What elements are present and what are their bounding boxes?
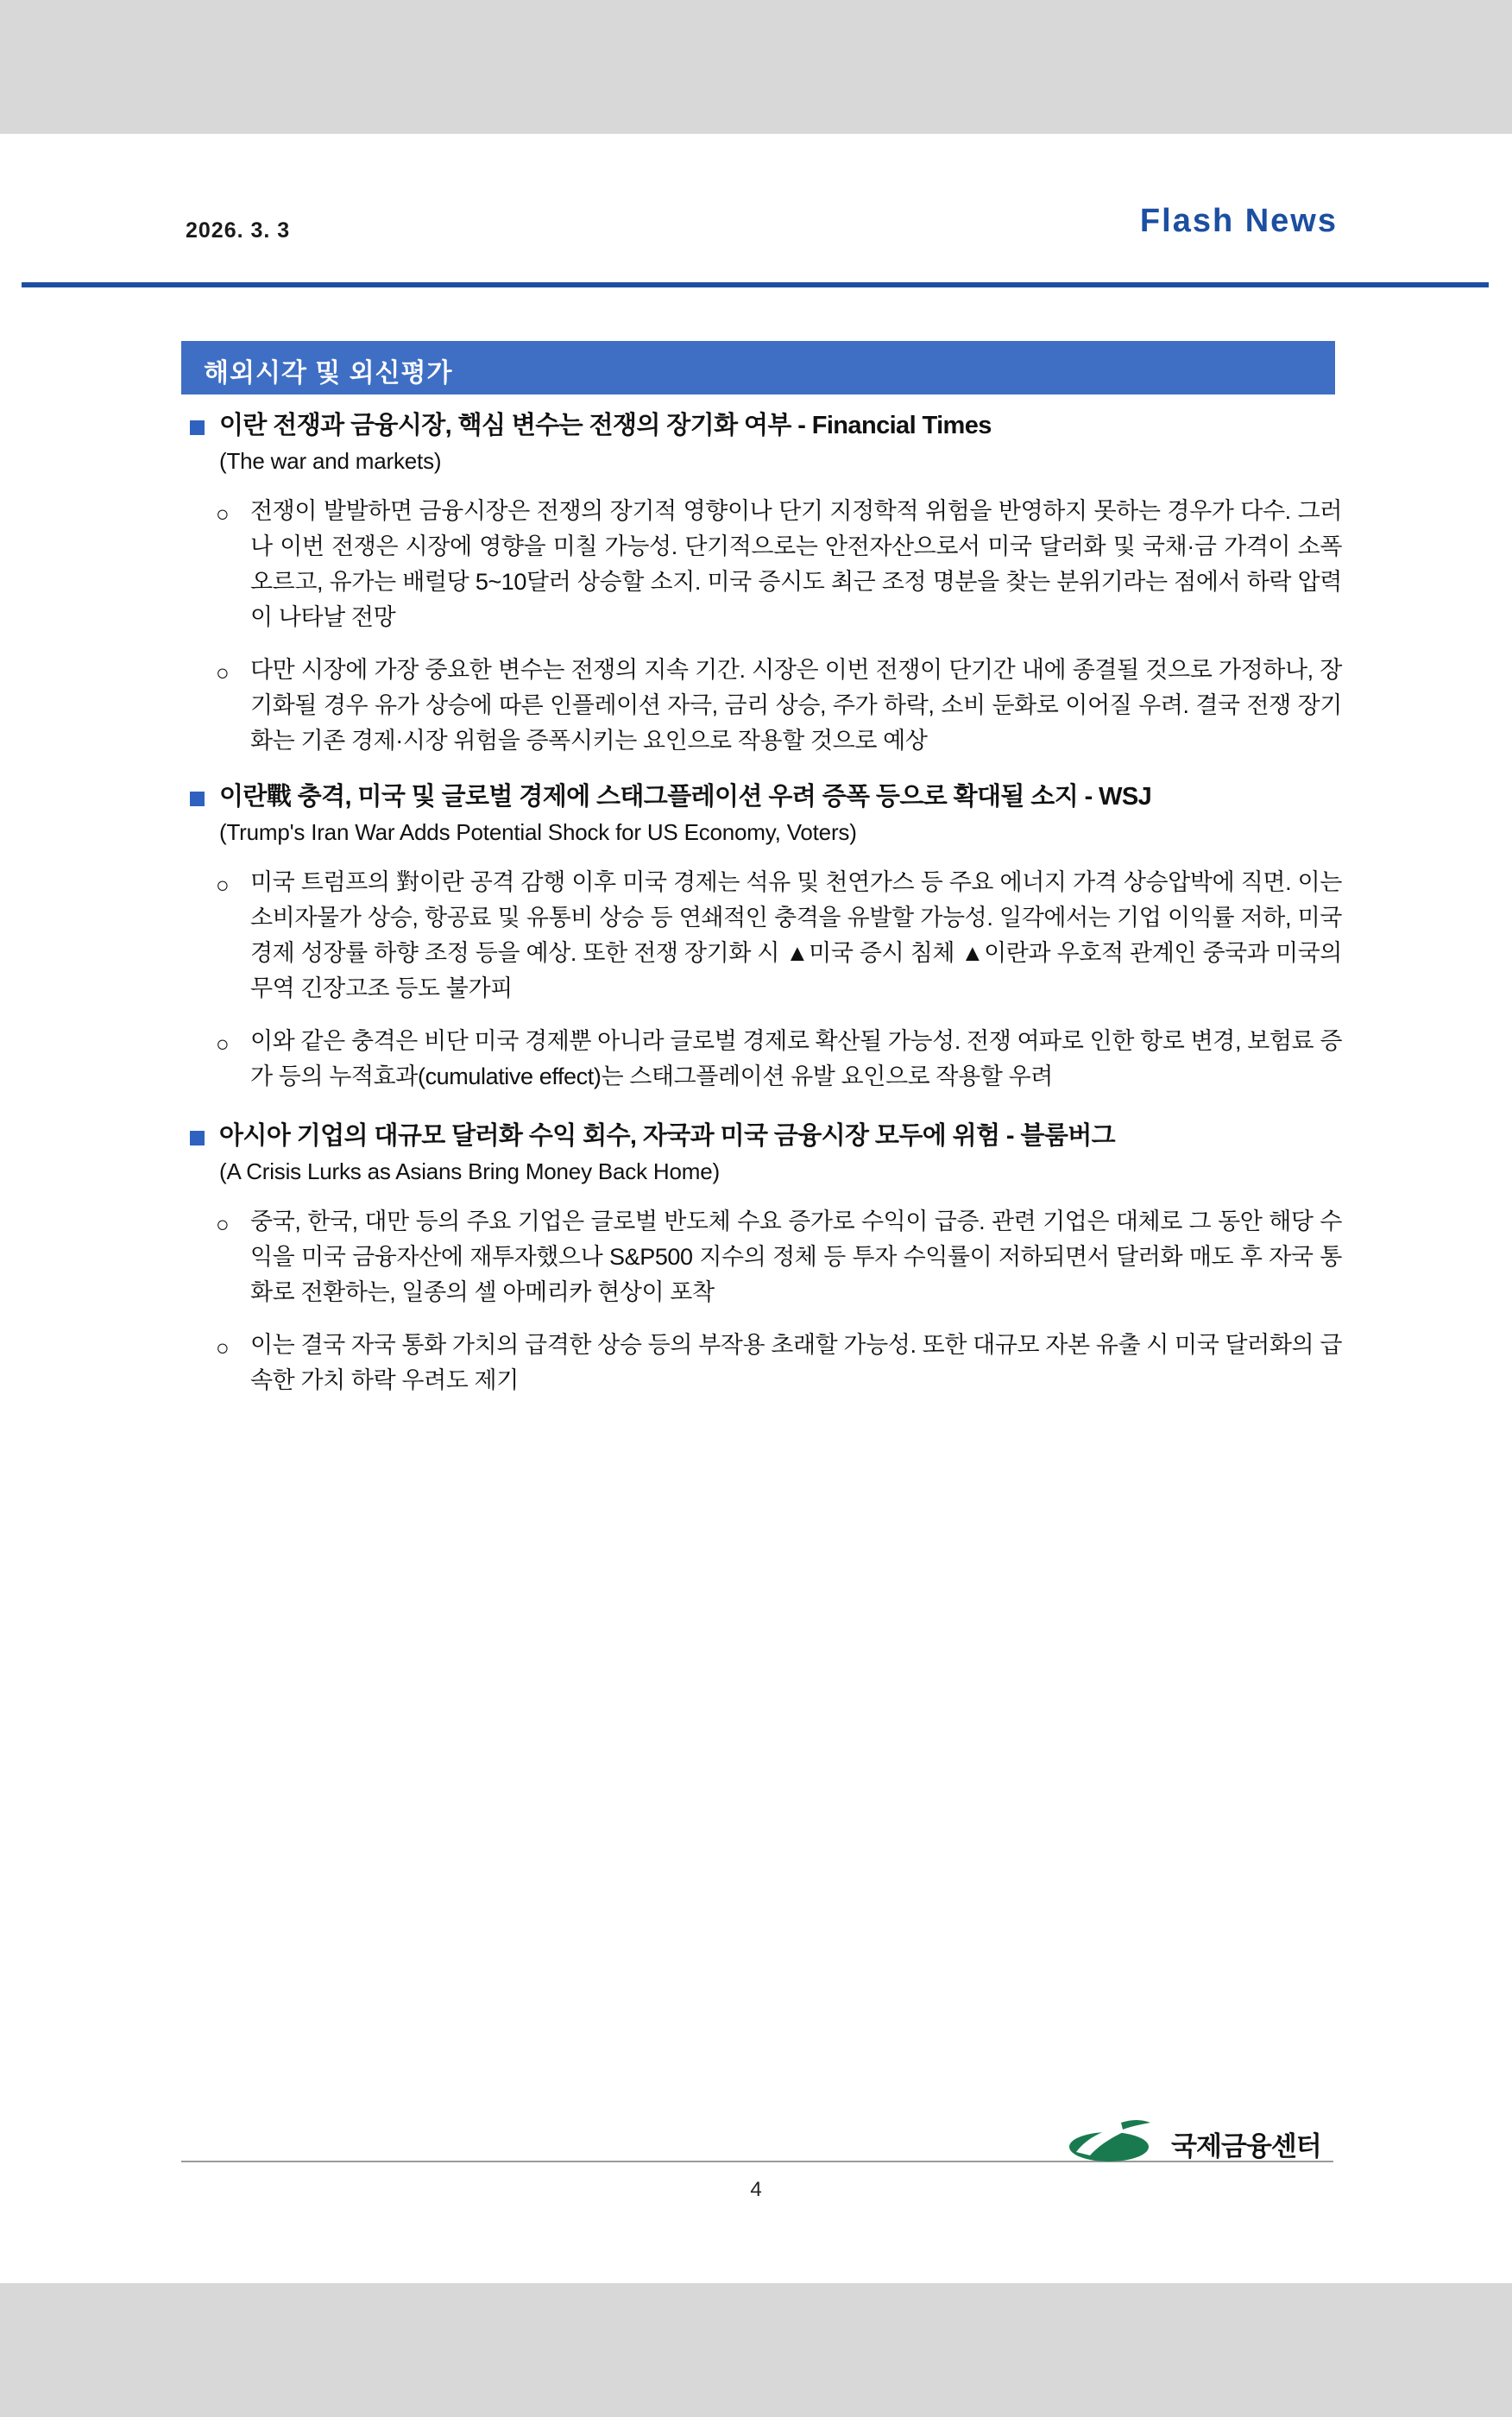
topic-paragraph (181, 1204, 1342, 1310)
topic-heading (181, 781, 1342, 813)
topic-paragraph (181, 1024, 1342, 1095)
topic-subheading: (The war and markets) (219, 448, 442, 475)
topic-heading-text: 이란戰 충격, 미국 및 글로벌 경제에 스태그플레이션 우려 증폭 등으로 확대될 소지 - WSJ (219, 783, 1152, 811)
circle-bullet-icon: ○ (216, 872, 230, 899)
topic-item (181, 1120, 1342, 1398)
topic-subheading: (Trump's Iran War Adds Potential Shock for US Economy, Voters) (219, 819, 857, 846)
paragraph-text: 이와 같은 충격은 비단 미국 경제뿐 아니라 글로벌 경제로 확산될 가능성. 전쟁 여파로 인한 항로 변경, 보험료 증가 등의 누적효과(cumulative effect)는 스태그플레이션 유발 요인으로 작용할 우려 (250, 1028, 1342, 1090)
circle-bullet-icon: ○ (216, 659, 230, 686)
topic-item (181, 781, 1342, 1095)
topic-heading-text: 아시아 기업의 대규모 달러화 수익 회수, 자국과 미국 금융시장 모두에 위험 - 블룸버그 (219, 1122, 1116, 1151)
square-bullet-icon (190, 792, 205, 806)
topic-subheading: (A Crisis Lurks as Asians Bring Money Back Home) (219, 1158, 720, 1185)
topic-heading (181, 410, 1342, 442)
square-bullet-icon (190, 420, 205, 435)
page-number: 4 (750, 2178, 762, 2201)
topic-paragraph (181, 1328, 1342, 1398)
circle-bullet-icon: ○ (216, 500, 230, 527)
topic-heading-text: 이란 전쟁과 금융시장, 핵심 변수는 전쟁의 장기화 여부 - Financial Times (219, 412, 992, 439)
circle-bullet-icon: ○ (216, 1031, 230, 1057)
paragraph-text: 미국 트럼프의 對이란 공격 감행 이후 미국 경제는 석유 및 천연가스 등 주요 에너지 가격 상승압박에 직면. 이는 소비자물가 상승, 항공료 및 유통비 상승 등 연쇄적인 충격을 유발할 가능성. 일각에서는 기업 이익률 저하, 미국 경제 성장률 하향 조정 등을 예상. 또한 전쟁 장기화 시 ▲미국 증시 침체 ▲이란과 우호적 관계인 중국과 미국의 무역 긴장고조 등도 불가피 (250, 869, 1342, 1002)
topic-paragraph (181, 494, 1342, 635)
document-body (181, 410, 1342, 1402)
circle-bullet-icon: ○ (216, 1335, 230, 1361)
document-brand-title: Flash News (1139, 203, 1338, 239)
section-title-bar (181, 341, 1335, 394)
document-page (0, 134, 1512, 2283)
organization-name: 국제금융센터 (1171, 2131, 1321, 2161)
topic-item (181, 410, 1342, 759)
document-header (181, 203, 1338, 272)
square-bullet-icon (190, 1131, 205, 1145)
paragraph-text: 다만 시장에 가장 중요한 변수는 전쟁의 지속 기간. 시장은 이번 전쟁이 단기간 내에 종결될 것으로 가정하나, 장기화될 경우 유가 상승에 따른 인플레이션 자극, 금리 상승, 주가 하락, 소비 둔화로 이어질 우려. 결국 전쟁 장기화는 기존 경제·시장 위험을 증폭시키는 요인으로 작용할 것으로 예상 (250, 657, 1342, 754)
topic-paragraph (181, 865, 1342, 1007)
paragraph-text: 이는 결국 자국 통화 가치의 급격한 상승 등의 부작용 초래할 가능성. 또한 대규모 자본 유출 시 미국 달러화의 급속한 가치 하락 우려도 제기 (250, 1332, 1342, 1394)
paragraph-text: 전쟁이 발발하면 금융시장은 전쟁의 장기적 영향이나 단기 지정학적 위험을 반영하지 못하는 경우가 다수. 그러나 이번 전쟁은 시장에 영향을 미칠 가능성. 단기적으로는 안전자산으로서 미국 달러화 및 국채·금 가격이 소폭 오르고, 유가는 배럴당 5~10달러 상승할 소지. 미국 증시도 최근 조정 명분을 찾는 분위기라는 점에서 하락 압력이 나타날 전망 (250, 497, 1342, 630)
section-title-text: 해외시각 및 외신평가 (204, 359, 453, 388)
paragraph-text: 중국, 한국, 대만 등의 주요 기업은 글로벌 반도체 수요 증가로 수익이 급증. 관련 기업은 대체로 그 동안 해당 수익을 미국 금융자산에 재투자했으나 S&P500 지수의 정체 등 투자 수익률이 저하되면서 달러화 매도 후 자국 통화로 전환하는, 일종의 셀 아메리카 현상이 포착 (250, 1208, 1342, 1306)
document-date: 2026. 3. 3 (186, 218, 291, 243)
topic-paragraph (181, 653, 1342, 759)
header-divider (22, 282, 1489, 287)
organization-logo (1050, 2111, 1335, 2173)
kcif-swoosh-icon (1068, 2117, 1162, 2166)
topic-heading (181, 1120, 1342, 1152)
circle-bullet-icon: ○ (216, 1211, 230, 1238)
